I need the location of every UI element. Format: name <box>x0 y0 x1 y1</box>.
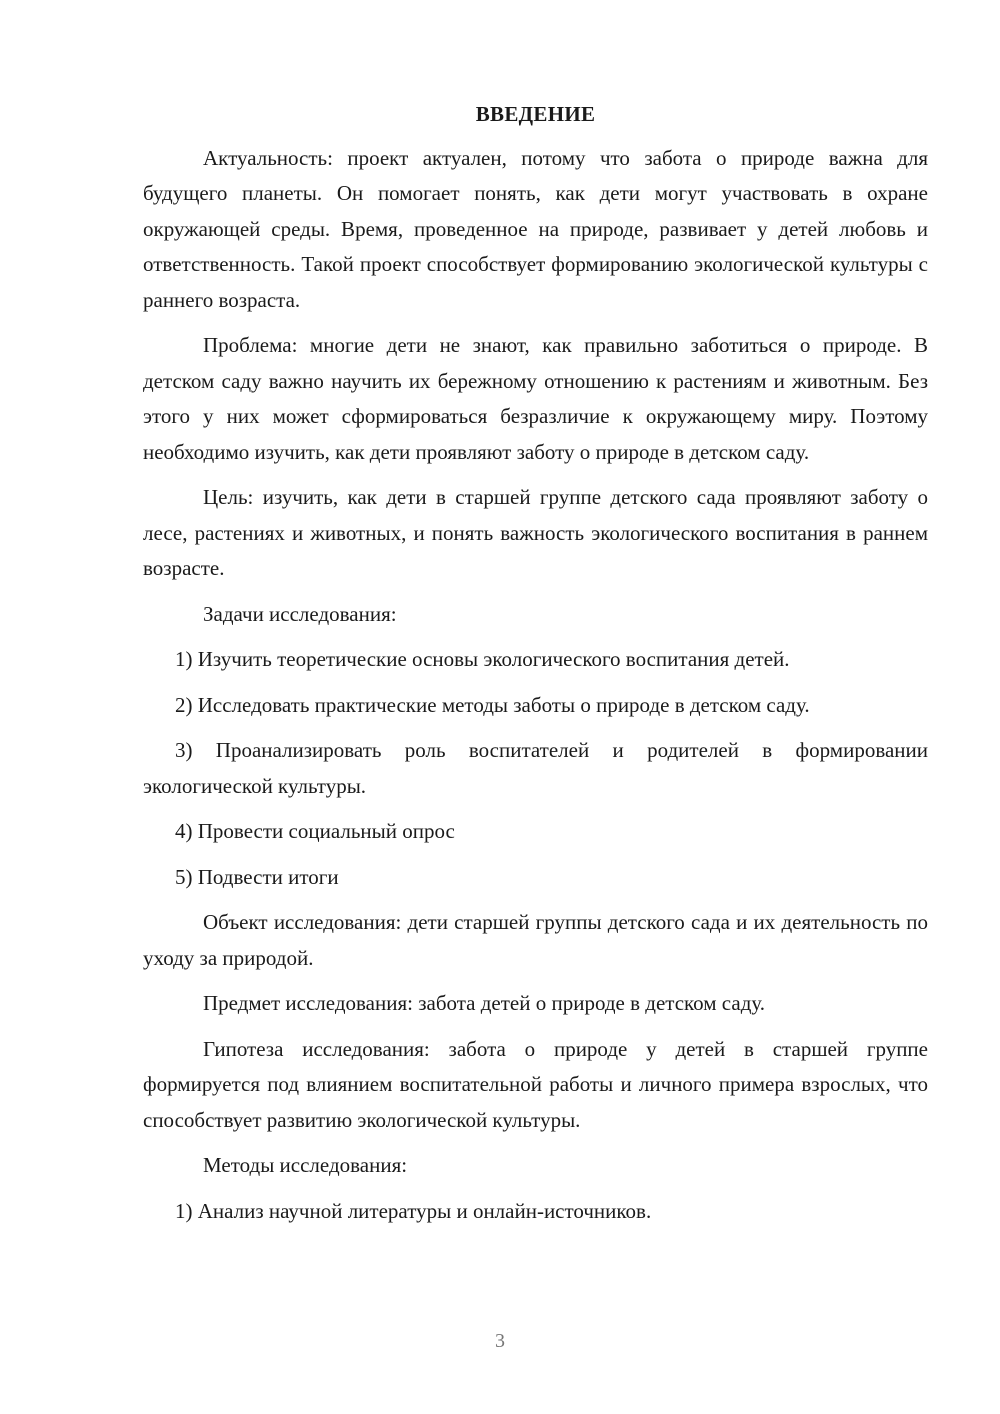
task-item-5: 5) Подвести итоги <box>175 864 339 889</box>
task-item-4: 4) Провести социальный опрос <box>175 819 455 843</box>
paragraph-problem: Проблема: многие дети не знают, как правильно заботиться о природе. В детском саду важно научить их бережному отношению к растениям и животным. Без этого у них может сформироваться безразличие к окружающему миру. Поэтому необходимо изучить, как дети проявляют заботу о природе в детском саду. <box>143 333 928 464</box>
paragraph-hypothesis: Гипотеза исследования: забота о природе у детей в старшей группе формируется под влиянием воспитательной работы и личного примера взрослых, что способствует развитию экологической культуры. <box>143 1036 928 1132</box>
paragraph-relevance: Актуальность: проект актуален, потому что забота о природе важна для будущего планеты. Он помогает понять, как дети могут участвовать в охране окружающей среды. Время, проведенное на природе, развивает у детей любовь и ответственность. Такой проект способствует формированию экологической культуры с раннего возраста. <box>143 145 928 312</box>
task-item-3: 3) Проанализировать роль воспитателей и родителей в формировании экологической культуры. <box>143 738 928 798</box>
paragraph-goal: Цель: изучить, как дети в старшей группе детского сада проявляют заботу о лесе, растениях и животных, и понять важность экологического воспитания в раннем возрасте. <box>143 485 928 580</box>
method-item-1: 1) Анализ научной литературы и онлайн-источников. <box>175 1198 652 1223</box>
methods-heading: Методы исследования: <box>203 1153 408 1177</box>
page-content <box>143 97 928 1239</box>
paragraph-subject: Предмет исследования: забота детей о природе в детском саду. <box>203 991 766 1015</box>
task-item-2: 2) Исследовать практические методы заботы о природе в детском саду. <box>175 692 810 717</box>
task-item-1: 1) Изучить теоретические основы экологического воспитания детей. <box>175 647 790 671</box>
tasks-heading: Задачи исследования: <box>203 601 397 626</box>
paragraph-object: Объект исследования: дети старшей группы детского сада и их деятельность по уходу за природой. <box>143 910 928 970</box>
section-title: ВВЕДЕНИЕ <box>475 102 596 126</box>
page-number: 3 <box>495 1330 505 1352</box>
